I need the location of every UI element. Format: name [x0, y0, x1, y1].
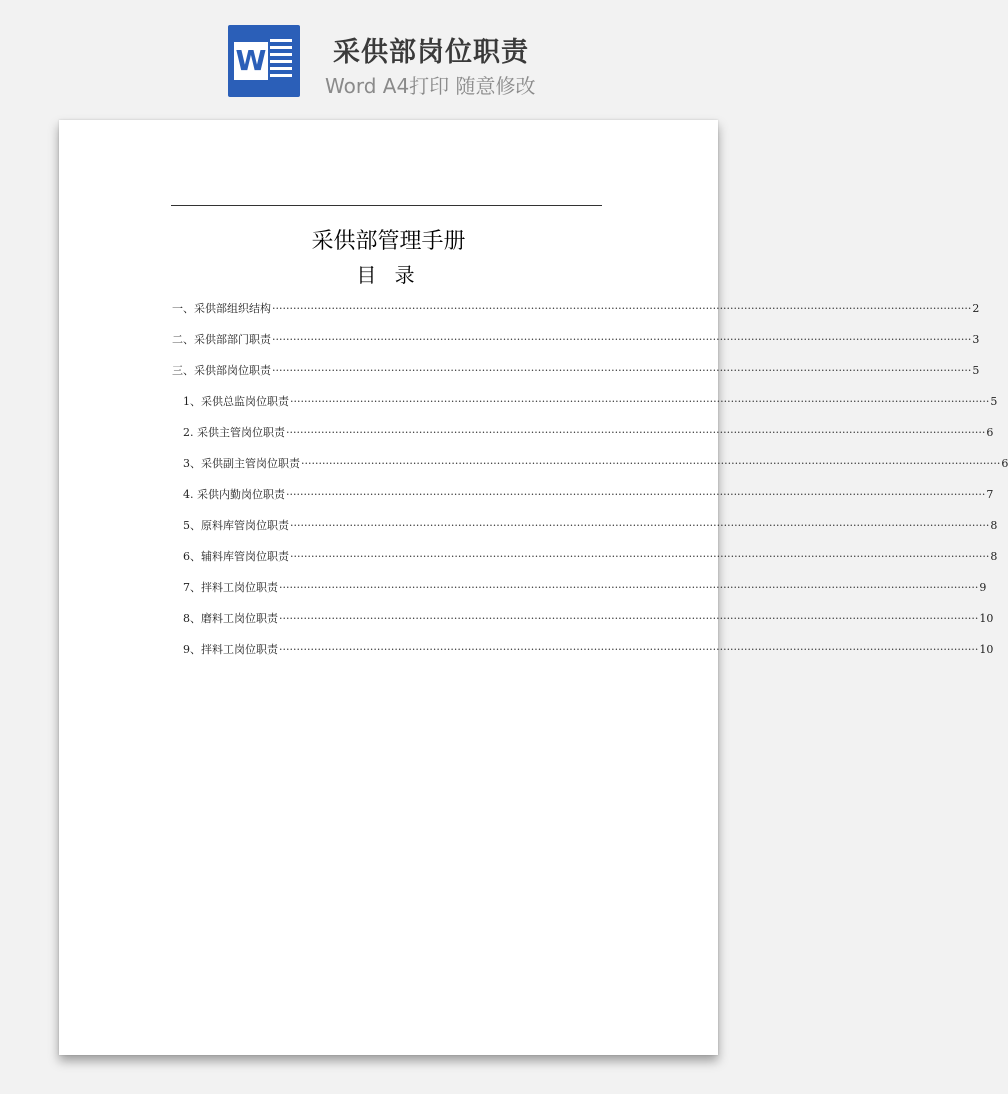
- toc-entry-page: 5: [990, 395, 998, 408]
- toc-entry-label: 4. 采供内勤岗位职责: [183, 488, 285, 501]
- toc-entry[interactable]: [183, 642, 994, 658]
- toc-entry-label: 二、采供部部门职责: [172, 333, 271, 346]
- toc-heading: 目 录: [356, 263, 421, 287]
- toc-entry[interactable]: [183, 425, 994, 441]
- toc-leader-dots: ········································································································································································································: [286, 426, 986, 439]
- toc-entry-page: 7: [986, 488, 994, 501]
- document-title: 采供部管理手册: [311, 229, 466, 254]
- header-rule: [171, 205, 602, 206]
- toc-entry-label: 9、拌料工岗位职责: [183, 643, 278, 656]
- toc-entry-label: 1、采供总监岗位职责: [183, 395, 289, 408]
- banner-subtitle: Word A4打印 随意修改: [325, 74, 536, 98]
- toc-entry-label: 6、辅料库管岗位职责: [183, 550, 289, 563]
- toc-entry[interactable]: [183, 456, 1008, 472]
- toc-entry[interactable]: [183, 487, 994, 503]
- toc-entry-label: 三、采供部岗位职责: [172, 364, 271, 377]
- toc-leader-dots: ········································································································································································································: [279, 643, 979, 656]
- toc-entry-label: 5、原料库管岗位职责: [183, 519, 289, 532]
- banner: [0, 0, 774, 115]
- toc-entry-page: 8: [990, 550, 998, 563]
- toc-leader-dots: ········································································································································································································: [272, 364, 972, 377]
- toc-entry-page: 10: [979, 643, 994, 656]
- toc-entry-label: 2. 采供主管岗位职责: [183, 426, 285, 439]
- toc-entry[interactable]: [183, 611, 994, 627]
- toc-leader-dots: ········································································································································································································: [279, 581, 979, 594]
- toc-entry-page: 8: [990, 519, 998, 532]
- toc-entry-label: 3、采供副主管岗位职责: [183, 457, 300, 470]
- toc-entry-page: 10: [979, 612, 994, 625]
- toc-entry[interactable]: [172, 363, 980, 379]
- toc-leader-dots: ········································································································································································································: [290, 395, 990, 408]
- toc-entry-page: 6: [1001, 457, 1008, 470]
- toc-entry-label: 7、拌料工岗位职责: [183, 581, 278, 594]
- toc-entry-page: 3: [972, 333, 980, 346]
- toc-entry-page: 5: [972, 364, 980, 377]
- word-logo-letter: W: [234, 42, 268, 80]
- toc-entry[interactable]: [183, 580, 987, 596]
- toc-leader-dots: ········································································································································································································: [286, 488, 986, 501]
- toc-leader-dots: ········································································································································································································: [279, 612, 979, 625]
- toc-entry[interactable]: [172, 301, 980, 317]
- toc-leader-dots: ········································································································································································································: [272, 333, 972, 346]
- toc-leader-dots: ········································································································································································································: [290, 519, 990, 532]
- toc-leader-dots: ········································································································································································································: [301, 457, 1001, 470]
- toc-entry[interactable]: [183, 549, 998, 565]
- toc-entry[interactable]: [183, 518, 998, 534]
- toc-entry[interactable]: [183, 394, 998, 410]
- banner-title: 采供部岗位职责: [333, 37, 529, 68]
- toc-entry-label: 8、磨料工岗位职责: [183, 612, 278, 625]
- word-icon: [228, 25, 300, 97]
- toc-entry[interactable]: [172, 332, 980, 348]
- toc-entry-page: 9: [979, 581, 987, 594]
- toc-entry-page: 6: [986, 426, 994, 439]
- toc-leader-dots: ········································································································································································································: [290, 550, 990, 563]
- toc-leader-dots: ········································································································································································································: [272, 302, 972, 315]
- document-page: [59, 120, 1008, 1055]
- toc-entry-page: 2: [972, 302, 980, 315]
- toc-entry-label: 一、采供部组织结构: [172, 302, 271, 315]
